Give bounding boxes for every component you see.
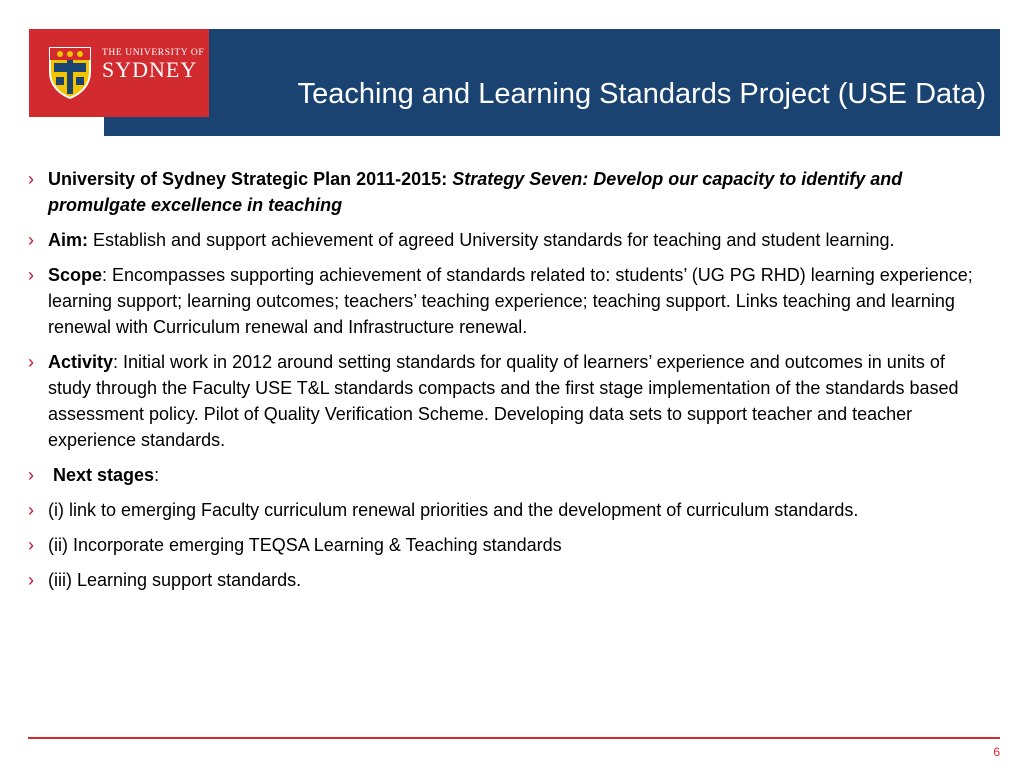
bullet-strategic-plan [28,166,988,218]
bullet-label: Scope [48,265,103,285]
bullet-list [28,166,988,602]
chevron-right-icon: › [28,570,34,590]
bullet-text: (i) link to emerging Faculty curriculum renewal priorities and the development of curriculum standards. [48,500,859,520]
bullet-label: Aim: [48,230,88,250]
chevron-right-icon: › [28,535,34,555]
bullet-activity [28,349,988,453]
page-number: 6 [993,745,1000,759]
university-crest-icon [46,44,94,100]
bullet-stage-1 [28,497,988,523]
logo-line2: SYDNEY [102,57,198,82]
bullet-text: : [154,465,160,485]
footer-divider [28,737,1000,739]
chevron-right-icon: › [28,230,34,250]
university-logo [29,29,209,117]
bullet-label: Activity [48,352,114,372]
logo-line1: THE UNIVERSITY OF [102,48,205,58]
bullet-label: Next stages [48,465,155,485]
bullet-next-stages [28,462,988,488]
bullet-scope [28,262,988,340]
bullet-text: (ii) Incorporate emerging TEQSA Learning & Teaching standards [48,535,562,555]
bullet-text: : Encompasses supporting achievement of standards related to: students’ (UG PG RHD) learning experience; learning support; learning outcomes; teachers’ teaching experience; teaching support. Links teaching and learning renewal with Curriculum renewal and Infrastructure renewal. [48,265,973,337]
bullet-text: Establish and support achievement of agreed University standards for teaching and student learning. [88,230,895,250]
bullet-text: Strategy Seven: Develop our capacity to identify and promulgate excellence in teaching [48,169,903,215]
bullet-text: : Initial work in 2012 around setting standards for quality of learners’ experience and outcomes in units of study through the Faculty USE T&L standards compacts and the first stage implementation of the standards based assessment policy. Pilot of Quality Verification Scheme. Developing data sets to support teacher and teacher experience standards. [48,352,959,450]
bullet-stage-2 [28,532,988,558]
bullet-aim [28,227,988,253]
chevron-right-icon: › [28,465,34,485]
title-bar [104,29,1000,136]
chevron-right-icon: › [28,352,34,372]
bullet-stage-3 [28,567,988,593]
university-wordmark [102,48,204,83]
chevron-right-icon: › [28,265,34,285]
chevron-right-icon: › [28,500,34,520]
slide-title: Teaching and Learning Standards Project (USE Data) [297,78,986,110]
bullet-label: University of Sydney Strategic Plan 2011-2015: [48,169,453,189]
chevron-right-icon: › [28,169,34,189]
bullet-text: (iii) Learning support standards. [48,570,302,590]
